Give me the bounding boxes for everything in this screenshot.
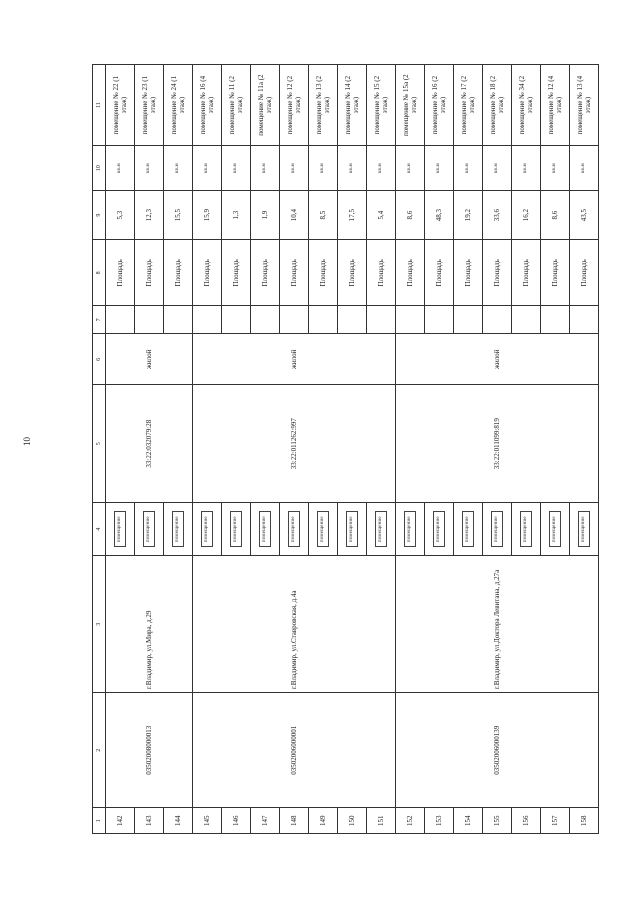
register-number-cell: 03502008000013 — [106, 693, 193, 808]
description-cell: помещение № 16 (4 этаж) — [193, 65, 222, 146]
attribute-cell: Площадь — [541, 240, 570, 306]
unit-cell: кв.м — [483, 146, 512, 191]
attribute-cell: Площадь — [338, 240, 367, 306]
attribute-cell: Площадь — [425, 240, 454, 306]
empty-cell — [338, 306, 367, 334]
description-cell: помещение № 14 (2 этаж) — [338, 65, 367, 146]
object-type-cell — [251, 502, 280, 555]
attribute-cell: Площадь — [135, 240, 164, 306]
value-cell: 1,9 — [251, 191, 280, 240]
unit-cell: кв.м — [280, 146, 309, 191]
column-header: 2 — [93, 693, 106, 808]
object-type-box: помещение — [172, 511, 184, 547]
description-cell: помещение № 18 (2 этаж) — [483, 65, 512, 146]
column-header: 4 — [93, 502, 106, 555]
column-header: 10 — [93, 146, 106, 191]
object-type-cell — [483, 502, 512, 555]
attribute-cell: Площадь — [396, 240, 425, 306]
row-number-cell: 152 — [396, 808, 425, 834]
empty-cell — [135, 306, 164, 334]
table-row — [193, 65, 222, 834]
object-type-cell — [367, 502, 396, 555]
value-cell: 8,5 — [309, 191, 338, 240]
object-type-cell — [338, 502, 367, 555]
unit-cell: кв.м — [338, 146, 367, 191]
table-row — [396, 65, 425, 834]
unit-cell: кв.м — [396, 146, 425, 191]
row-number-cell: 154 — [454, 808, 483, 834]
empty-cell — [222, 306, 251, 334]
unit-cell: кв.м — [193, 146, 222, 191]
register-number-cell: 03502006000001 — [193, 693, 396, 808]
empty-cell — [483, 306, 512, 334]
description-cell: помещение № 13 (2 этаж) — [309, 65, 338, 146]
value-cell: 48,3 — [425, 191, 454, 240]
empty-cell — [164, 306, 193, 334]
unit-cell: кв.м — [309, 146, 338, 191]
object-type-box: помещение — [433, 511, 445, 547]
property-table — [92, 64, 599, 834]
value-cell: 5,4 — [367, 191, 396, 240]
empty-cell — [193, 306, 222, 334]
value-cell: 33,6 — [483, 191, 512, 240]
object-type-cell — [222, 502, 251, 555]
empty-cell — [106, 306, 135, 334]
object-type-cell — [541, 502, 570, 555]
attribute-cell: Площадь — [483, 240, 512, 306]
description-cell: помещение № 13 (4 этаж) — [570, 65, 599, 146]
value-cell: 19,2 — [454, 191, 483, 240]
purpose-cell: жилой — [106, 334, 193, 385]
value-cell: 8,6 — [541, 191, 570, 240]
property-table-container — [92, 64, 596, 834]
row-number-cell: 153 — [425, 808, 454, 834]
column-header: 9 — [93, 191, 106, 240]
address-cell: г.Владимир, ул.Ставровская, д.4а — [193, 556, 396, 693]
object-type-cell — [512, 502, 541, 555]
column-header: 5 — [93, 385, 106, 502]
row-number-cell: 145 — [193, 808, 222, 834]
object-type-cell — [309, 502, 338, 555]
attribute-cell: Площадь — [367, 240, 396, 306]
object-type-box: помещение — [259, 511, 271, 547]
row-number-cell: 150 — [338, 808, 367, 834]
description-cell: помещение № 24 (1 этаж) — [164, 65, 193, 146]
row-number-cell: 151 — [367, 808, 396, 834]
object-type-cell — [280, 502, 309, 555]
row-number-cell: 149 — [309, 808, 338, 834]
row-number-cell: 146 — [222, 808, 251, 834]
empty-cell — [309, 306, 338, 334]
column-header: 3 — [93, 556, 106, 693]
table-body — [106, 65, 599, 834]
column-header: 6 — [93, 334, 106, 385]
value-cell: 10,4 — [280, 191, 309, 240]
object-type-box: помещение — [578, 511, 590, 547]
object-type-box: помещение — [375, 511, 387, 547]
object-type-box: помещение — [143, 511, 155, 547]
unit-cell: кв.м — [222, 146, 251, 191]
object-type-box: помещение — [346, 511, 358, 547]
register-number-cell: 03502006000139 — [396, 693, 599, 808]
unit-cell: кв.м — [135, 146, 164, 191]
empty-cell — [570, 306, 599, 334]
unit-cell: кв.м — [541, 146, 570, 191]
object-type-box: помещение — [520, 511, 532, 547]
empty-cell — [512, 306, 541, 334]
object-type-box: помещение — [491, 511, 503, 547]
row-number-cell: 158 — [570, 808, 599, 834]
row-number-cell: 157 — [541, 808, 570, 834]
object-type-box: помещение — [201, 511, 213, 547]
description-cell: помещение № 22 (1 этаж) — [106, 65, 135, 146]
row-number-cell: 156 — [512, 808, 541, 834]
column-header: 8 — [93, 240, 106, 306]
column-header: 1 — [93, 808, 106, 834]
address-cell: г.Владимир, ул.Доктора Левитана, д.27а — [396, 556, 599, 693]
row-number-cell: 147 — [251, 808, 280, 834]
attribute-cell: Площадь — [280, 240, 309, 306]
column-header: 7 — [93, 306, 106, 334]
object-type-cell — [193, 502, 222, 555]
object-type-cell — [135, 502, 164, 555]
description-cell: помещение № 34 (2 этаж) — [512, 65, 541, 146]
value-cell: 17,5 — [338, 191, 367, 240]
object-type-box: помещение — [114, 511, 126, 547]
object-type-box: помещение — [404, 511, 416, 547]
cadastral-number-cell: 33:22:011099:819 — [396, 385, 599, 502]
object-type-cell — [396, 502, 425, 555]
unit-cell: кв.м — [164, 146, 193, 191]
attribute-cell: Площадь — [193, 240, 222, 306]
object-type-box: помещение — [230, 511, 242, 547]
object-type-box: помещение — [317, 511, 329, 547]
attribute-cell: Площадь — [251, 240, 280, 306]
row-number-cell: 143 — [135, 808, 164, 834]
object-type-box: помещение — [462, 511, 474, 547]
page-number: 10 — [22, 437, 32, 446]
table-row — [106, 65, 135, 834]
attribute-cell: Площадь — [309, 240, 338, 306]
object-type-cell — [425, 502, 454, 555]
address-cell: г.Владимир, ул.Мира, д.29 — [106, 556, 193, 693]
description-cell: помещение № 15а (2 этаж) — [396, 65, 425, 146]
column-header: 11 — [93, 65, 106, 146]
empty-cell — [396, 306, 425, 334]
description-cell: помещение № 23 (1 этаж) — [135, 65, 164, 146]
value-cell: 5,3 — [106, 191, 135, 240]
attribute-cell: Площадь — [222, 240, 251, 306]
empty-cell — [425, 306, 454, 334]
unit-cell: кв.м — [106, 146, 135, 191]
attribute-cell: Площадь — [164, 240, 193, 306]
object-type-cell — [570, 502, 599, 555]
unit-cell: кв.м — [251, 146, 280, 191]
unit-cell: кв.м — [512, 146, 541, 191]
value-cell: 1,3 — [222, 191, 251, 240]
row-number-cell: 144 — [164, 808, 193, 834]
empty-cell — [454, 306, 483, 334]
value-cell: 8,6 — [396, 191, 425, 240]
description-cell: помещение № 17 (2 этаж) — [454, 65, 483, 146]
value-cell: 15,5 — [164, 191, 193, 240]
description-cell: помещение № 12 (2 этаж) — [280, 65, 309, 146]
value-cell: 43,5 — [570, 191, 599, 240]
object-type-box: помещение — [288, 511, 300, 547]
cadastral-number-cell: 33:22:011262:997 — [193, 385, 396, 502]
description-cell: помещение № 12 (4 этаж) — [541, 65, 570, 146]
unit-cell: кв.м — [454, 146, 483, 191]
empty-cell — [541, 306, 570, 334]
object-type-cell — [106, 502, 135, 555]
row-number-cell: 148 — [280, 808, 309, 834]
object-type-box: помещение — [549, 511, 561, 547]
attribute-cell: Площадь — [570, 240, 599, 306]
attribute-cell: Площадь — [454, 240, 483, 306]
empty-cell — [251, 306, 280, 334]
header-row — [93, 65, 106, 834]
value-cell: 12,3 — [135, 191, 164, 240]
purpose-cell: жилой — [193, 334, 396, 385]
value-cell: 15,9 — [193, 191, 222, 240]
row-number-cell: 142 — [106, 808, 135, 834]
empty-cell — [367, 306, 396, 334]
description-cell: помещение № 16 (2 этаж) — [425, 65, 454, 146]
unit-cell: кв.м — [570, 146, 599, 191]
description-cell: помещение № 11а (2 этаж) — [251, 65, 280, 146]
description-cell: помещение № 15 (2 этаж) — [367, 65, 396, 146]
object-type-cell — [454, 502, 483, 555]
value-cell: 16,2 — [512, 191, 541, 240]
purpose-cell: жилой — [396, 334, 599, 385]
empty-cell — [280, 306, 309, 334]
attribute-cell: Площадь — [106, 240, 135, 306]
description-cell: помещение № 11 (2 этаж) — [222, 65, 251, 146]
attribute-cell: Площадь — [512, 240, 541, 306]
object-type-cell — [164, 502, 193, 555]
unit-cell: кв.м — [425, 146, 454, 191]
cadastral-number-cell: 33:22:032079:28 — [106, 385, 193, 502]
unit-cell: кв.м — [367, 146, 396, 191]
row-number-cell: 155 — [483, 808, 512, 834]
